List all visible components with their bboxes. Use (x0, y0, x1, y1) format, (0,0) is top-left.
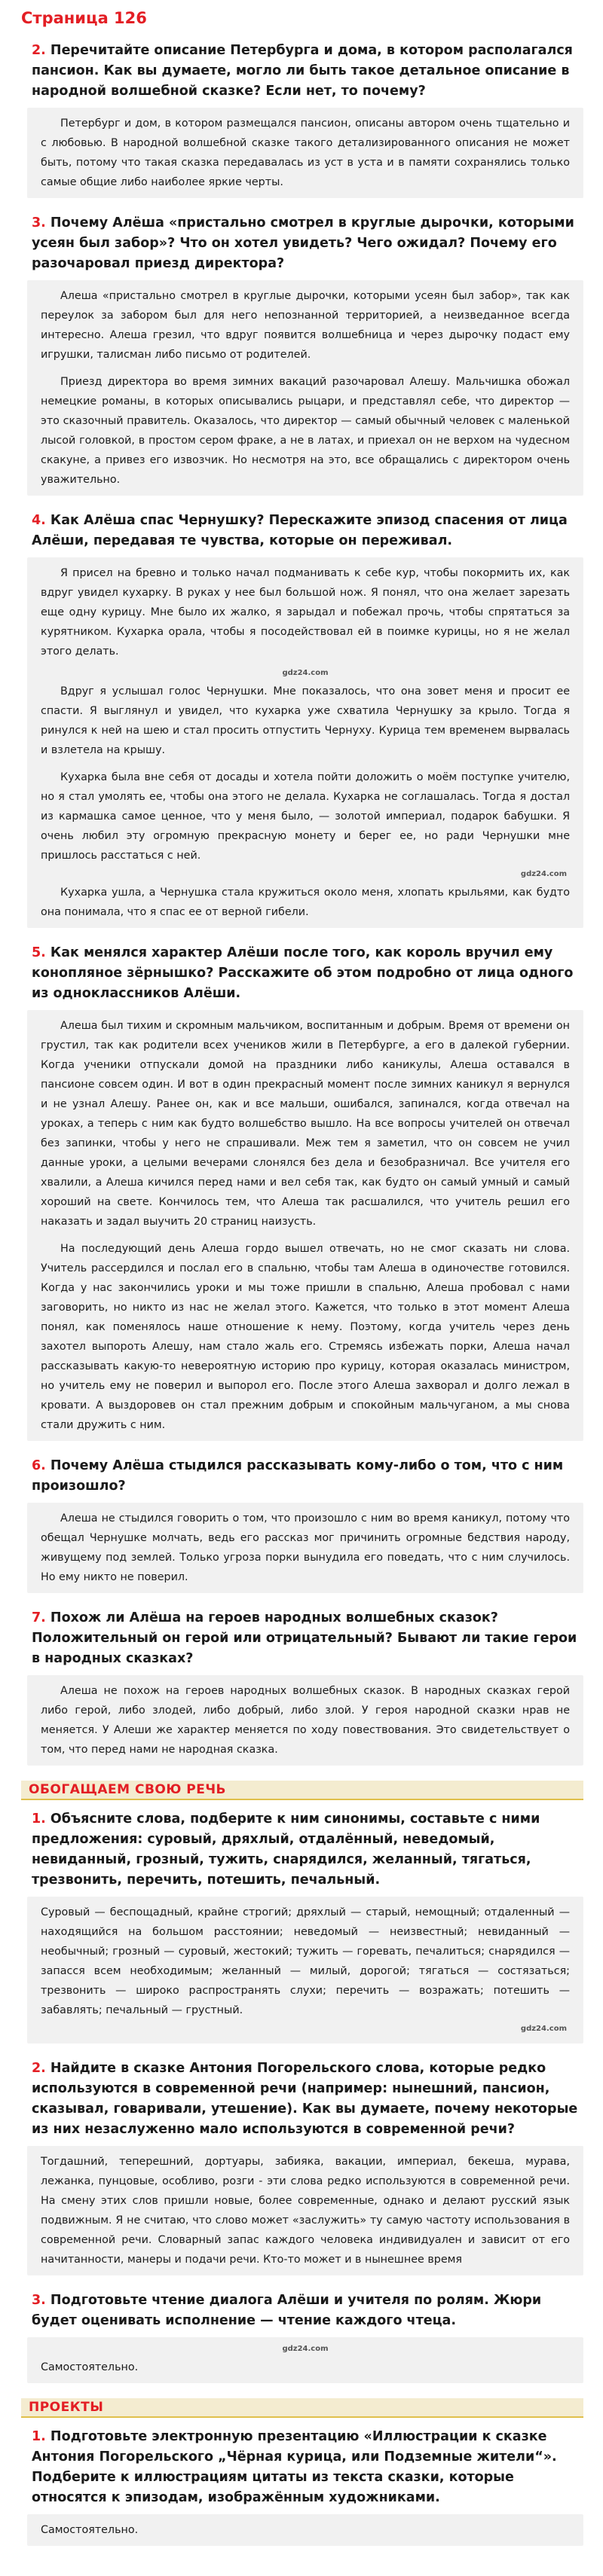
question-text: Как Алёша спас Чернушку? Перескажите эпизод спасения от лица Алёши, передавая те чувства, которые он переживал. (32, 513, 568, 548)
answer-paragraph: Кухарка ушла, а Чернушка стала кружиться около меня, хлопать крыльями, как будто она понимала, что я спас ее от верной гибели. (41, 887, 570, 918)
question-text: Перечитайте описание Петербурга и дома, в котором располагался пансион. Как вы думаете, могло ли быть такое детальное описание в народной волшебной сказке? Если нет, то почему? (32, 43, 573, 99)
answer-paragraph: Суровый — беспощадный, крайне строгий; дряхлый — старый, немощный; отдаленный — находящийся на большом расстоянии; неведомый — неизвестный; невиданный — необычный; грозный — суровый, жестокий; тужить — горевать, печалиться; снарядился — запасся всем необходимым; желанный — милый, дорогой; тягаться — состязаться; трезвонить — широко распространять слухи; перечить — возражать; потешить — забавлять; печальный — грустный. (41, 1906, 570, 2016)
answer-7 (27, 1675, 583, 1766)
question-number: 7. (32, 1610, 46, 1625)
answer-paragraph: Алеша «пристально смотрел в круглые дырочки, которыми усеян был забор», так как переулок за забором был для него непознанной территорией, а неизведанное всегда интересно. Алеша грезил, что вдруг появится волшебница и через дырочку подаст ему игрушки, талисман либо письмо от родителей. (41, 290, 570, 361)
answer-speech-3 (27, 2337, 583, 2383)
watermark: gdz24.com (282, 2345, 329, 2353)
question-5 (32, 943, 583, 1004)
section-heading-speech: ОБОГАЩАЕМ СВОЮ РЕЧЬ (21, 1781, 583, 1800)
task-speech-2 (32, 2059, 583, 2140)
answer-speech-2 (27, 2146, 583, 2275)
question-2 (32, 41, 583, 102)
answer-2 (27, 108, 583, 198)
watermark: gdz24.com (520, 870, 567, 878)
question-number: 1. (32, 2429, 46, 2444)
answer-6 (27, 1503, 583, 1593)
watermark: gdz24.com (520, 2025, 567, 2033)
question-text: Подготовьте чтение диалога Алёши и учителя по ролям. Жюри будет оценивать исполнение — чтение каждого чтеца. (32, 2293, 542, 2328)
question-number: 1. (32, 1811, 46, 1827)
answer-paragraph: Тогдашний, теперешний, дортуары, забияка, вакации, империал, бекеша, мурава, лежанка, пунцовые, особливо, розги - эти слова редко используются в современной речи. На смену этих слов пришли новые, более современные, однако и делают русский язык подвижным. Я не считаю, что слово может «заслужить» ту самую частоту использования в современной речи. Словарный запас каждого человека индивидуален и зависит от его начитанности, манеры и подачи речи. Кто-то может и в нынешнее время (41, 2156, 570, 2266)
question-number: 2. (32, 2061, 46, 2076)
question-text: Объясните слова, подберите к ним синонимы, составьте с ними предложения: суровый, дряхлый, отдалённый, неведомый, невиданный, грозный, тужить, снарядился, желанный, тягаться, трезвонить, перечить, потешить, печальный. (32, 1811, 540, 1888)
page-title: Страница 126 (21, 9, 147, 27)
answer-3 (27, 280, 583, 496)
question-text: Подготовьте электронную презентацию «Иллюстрации к сказке Антония Погорельского „Чёрная курица, или Подземные жители“». Подберите к иллюстрациям цитаты из текста сказки, которые относятся к эпизодам, изображённым художниками. (32, 2429, 557, 2505)
question-text: Почему Алёша «пристально смотрел в круглые дырочки, которыми усеян был забор»? Что он хотел увидеть? Чего ожидал? Почему его разочаровал приезд директора? (32, 215, 574, 271)
question-number: 3. (32, 2293, 46, 2308)
answer-paragraph: Самостоятельно. (41, 2361, 139, 2373)
answer-paragraph: На последующий день Алеша гордо вышел отвечать, но не смог сказать ни слова. Учитель рассердился и послал его в спальню, чтобы там Алеша в одиночестве готовился. Когда у нас закончились уроки и мы тоже пришли в спальню, Алеша пробовал с нами заговорить, но никто из нас не желал этого. Кажется, что только в этот момент Алеша понял, как поменялось наше отношение к нему. Поэтому, когда учитель через день захотел выпороть Алешу, нам стало жаль его. Стремясь избежать порки, Алеша начал рассказывать какую-то невероятную историю про курицу, которая оказалась министром, но учитель ему не поверил и выпорол его. После этого Алеша захворал и долго лежал в кровати. А выздоровев он стал прежним добрым и спокойным мальчуганом, а мы снова стали дружить с ним. (41, 1243, 570, 1431)
answer-paragraph: Алеша был тихим и скромным мальчиком, воспитанным и добрым. Время от времени он грустил, так как родители всех учеников жили в Петербурге, а его в далекой губернии. Когда ученики отпускали домой на праздники либо каникулы, Алеша оставался в пансионе совсем один. И вот в один прекрасный момент после зимних каникул я вернулся и не узнал Алешу. Ранее он, как и все мальши, ошибался, запинался, когда отвечал на уроках, а теперь с ним как будто волшебство вышло. На все вопросы учителей он отвечал без запинки, чтобы у него не спрашивали. Меж тем я заметил, что он совсем не учил данные уроки, а целыми вечерами слонялся без дела и безобразничал. Все учителя его хвалили, а Алеша кичился перед нами и вел себя так, как будто он самый умный и самый хороший на свете. Кончилось тем, что Алеша так расшалился, что учитель решил его наказать и задал выучить 20 страниц наизусть. (41, 1020, 570, 1228)
answer-paragraph: Приезд директора во время зимних вакаций разочаровал Алешу. Мальчишка обожал немецкие романы, в которых описывались рыцари, и представлял себе, что директор — это сказочный правитель. Оказалось, что директор — самый обычный человек с маленькой лысой головкой, в простом сером фраке, а не в латах, и приехал он не верхом на чудесном скакуне, а привез его извозчик. Но несмотря на это, все обращались с директором очень уважительно. (41, 376, 570, 486)
answer-paragraph: Петербург и дом, в котором размещался пансион, описаны автором очень тщательно и с любовью. В народной волшебной сказке такого детализированного описания не может быть, потому что такая сказка передавалась из уст в уста и в памяти сохранялись только самые общие либо наиболее яркие черты. (41, 118, 570, 188)
question-3 (32, 213, 583, 274)
question-text: Похож ли Алёша на героев народных волшебных сказок? Положительный он герой или отрицательный? Бывают ли такие герои в народных сказках? (32, 1610, 577, 1666)
watermark: gdz24.com (282, 669, 329, 677)
question-7 (32, 1608, 583, 1669)
answer-paragraph: Алеша не похож на героев народных волшебных сказок. В народных сказках герой либо герой, либо злодей, либо добрый, либо злой. У героя народной сказки нрав не меняется. У Алеши же характер меняется по ходу повествования. Это свидетельствует о том, что перед нами не народная сказка. (41, 1685, 570, 1756)
task-project-1 (32, 2427, 583, 2508)
question-4 (32, 511, 583, 551)
section-heading-projects: ПРОЕКТЫ (21, 2398, 583, 2418)
question-number: 2. (32, 43, 46, 58)
answer-project-1 (27, 2514, 583, 2546)
answer-paragraph: Кухарка была вне себя от досады и хотела пойти доложить о моём поступке учителю, но я стал умолять ее, чтобы она этого не делала. Кухарка не соглашалась. Тогда я достал из кармашка самое ценное, что у меня было, — золотой империал, подарок бабушки. Я очень любил эту огромную прекрасную монету и берег ее, но ради Чернушки мне пришлось расстаться с ней. (41, 771, 570, 862)
answer-paragraph: Алеша не стыдился говорить о том, что произошло с ним во время каникул, потому что обещал Чернушке молчать, ведь его рассказ мог причинить огромные бедствия народу, живущему под землей. Только угроза порки вынудила его поведать, что с ним случилось. Но ему никто не поверил. (41, 1512, 570, 1583)
question-number: 6. (32, 1458, 46, 1473)
question-number: 5. (32, 945, 46, 960)
answer-paragraph: Я присел на бревно и только начал подманивать к себе кур, чтобы покормить их, как вдруг увидел кухарку. В руках у нее был большой нож. Я понял, что она желает зарезать еще одну курицу. Мне было их жалко, я зарыдал и побежал прочь, чтобы спрятаться за курятником. Кухарка орала, чтобы я посодействовал ей в поимке курицы, но я не желал этого делать. (41, 567, 570, 658)
answer-5 (27, 1010, 583, 1441)
question-text: Как менялся характер Алёши после того, как король вручил ему конопляное зёрнышко? Расскажите об этом подробно от лица одного из одноклассников Алёши. (32, 945, 574, 1001)
task-speech-1 (32, 1809, 583, 1891)
question-text: Почему Алёша стыдился рассказывать кому-либо о том, что с ним произошло? (32, 1458, 564, 1494)
question-number: 3. (32, 215, 46, 230)
question-6 (32, 1456, 583, 1497)
answer-speech-1 (27, 1897, 583, 2043)
answer-4 (27, 557, 583, 928)
answer-paragraph: Вдруг я услышал голос Чернушки. Мне показалось, что она зовет меня и просит ее спасти. Я выглянул и увидел, что кухарка уже схватила Чернушку за крыло. Тогда я ринулся к ней на шею и стал просить отпустить Чернуху. Курица тем временем вырвалась и взлетела на крышу. (41, 685, 570, 756)
task-speech-3 (32, 2291, 583, 2331)
answer-paragraph: Самостоятельно. (41, 2524, 139, 2536)
question-text: Найдите в сказке Антония Погорельского слова, которые редко используются в современной речи (например: нынешний, пансион, сказывал, говаривали, утешение). Как вы думаете, почему некоторые из них незаслуженно мало используются в современной речи? (32, 2061, 578, 2137)
question-number: 4. (32, 513, 46, 528)
